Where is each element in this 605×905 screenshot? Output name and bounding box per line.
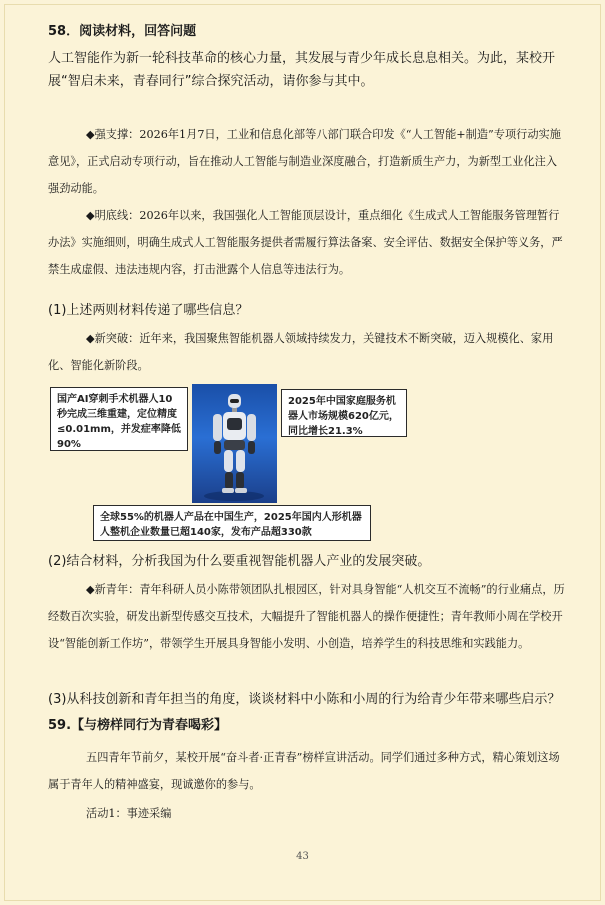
figure-box-home-robot-market: 2025年中国家庭服务机器人市场规模620亿元，同比增长21.3% [281,389,407,437]
material-breakthrough: ◆新突破：近年来，我国聚焦智能机器人领域持续发力，关键技术不断突破，迈入规模化、家用化、智能化新阶段。 [48,332,554,372]
humanoid-robot-image [192,384,277,503]
question-2: (2)结合材料，分析我国为什么要重视智能机器人产业的发展突破。 [48,554,431,569]
figure-box-surgical-robot: 国产AI穿刺手术机器人10秒完成三维重建，定位精度≤0.01mm，并发症率降低90% [50,387,188,451]
question-59-title: 59.【与榜样同行为青春喝彩】 [48,718,228,733]
question-58-intro: 人工智能作为新一轮科技革命的核心力量，其发展与青少年成长息息相关。为此，某校开展“智启未来，青春同行”综合探究活动，请你参与其中。 [48,51,556,89]
humanoid-robot-icon [192,384,277,503]
question-59-intro: 五四青年节前夕，某校开展“奋斗者·正青春”榜样宣讲活动。同学们通过多种方式，精心策划这场属于青年人的精神盛宴，现诚邀你的参与。 [48,751,560,791]
question-58-title: 58．阅读材料，回答问题 [48,24,197,39]
question-1: (1)上述两则材料传递了哪些信息？ [48,303,249,318]
material-new-youth: ◆新青年：青年科研人员小陈带领团队扎根园区，针对具身智能“人机交互不流畅”的行业痛点，历经数百次实验，研发出新型传感交互技术，大幅提升了智能机器人的操作便捷性；青年教师小周在学校开设“智能创新工作坊”，带领学生开展具身智能小发明、小创造，培养学生的科技思维和实践能力。 [48,583,565,650]
material-support: ◆强支撑：2026年1月7日，工业和信息化部等八部门联合印发《“人工智能+制造”专项行动实施意见》，正式启动专项行动，旨在推动人工智能与制造业深度融合，打造新质生产力，为新型工业化注入强劲动能。 [48,128,561,195]
question-3: (3)从科技创新和青年担当的角度，谈谈材料中小陈和小周的行为给青少年带来哪些启示？ [48,692,561,707]
figure-box-robot-production: 全球55%的机器人产品在中国生产，2025年国内人形机器人整机企业数量已超140家，发布产品超330款 [93,505,371,541]
activity-1-label: 活动1：事迹采编 [86,807,172,820]
page-number: 43 [296,851,309,862]
material-bottom-line: ◆明底线：2026年以来，我国强化人工智能顶层设计，重点细化《生成式人工智能服务管理暂行办法》实施细则，明确生成式人工智能服务提供者需履行算法备案、安全评估、数据安全保护等义务，严禁生成虚假、违法违规内容，打击泄露个人信息等违法行为。 [48,209,563,276]
